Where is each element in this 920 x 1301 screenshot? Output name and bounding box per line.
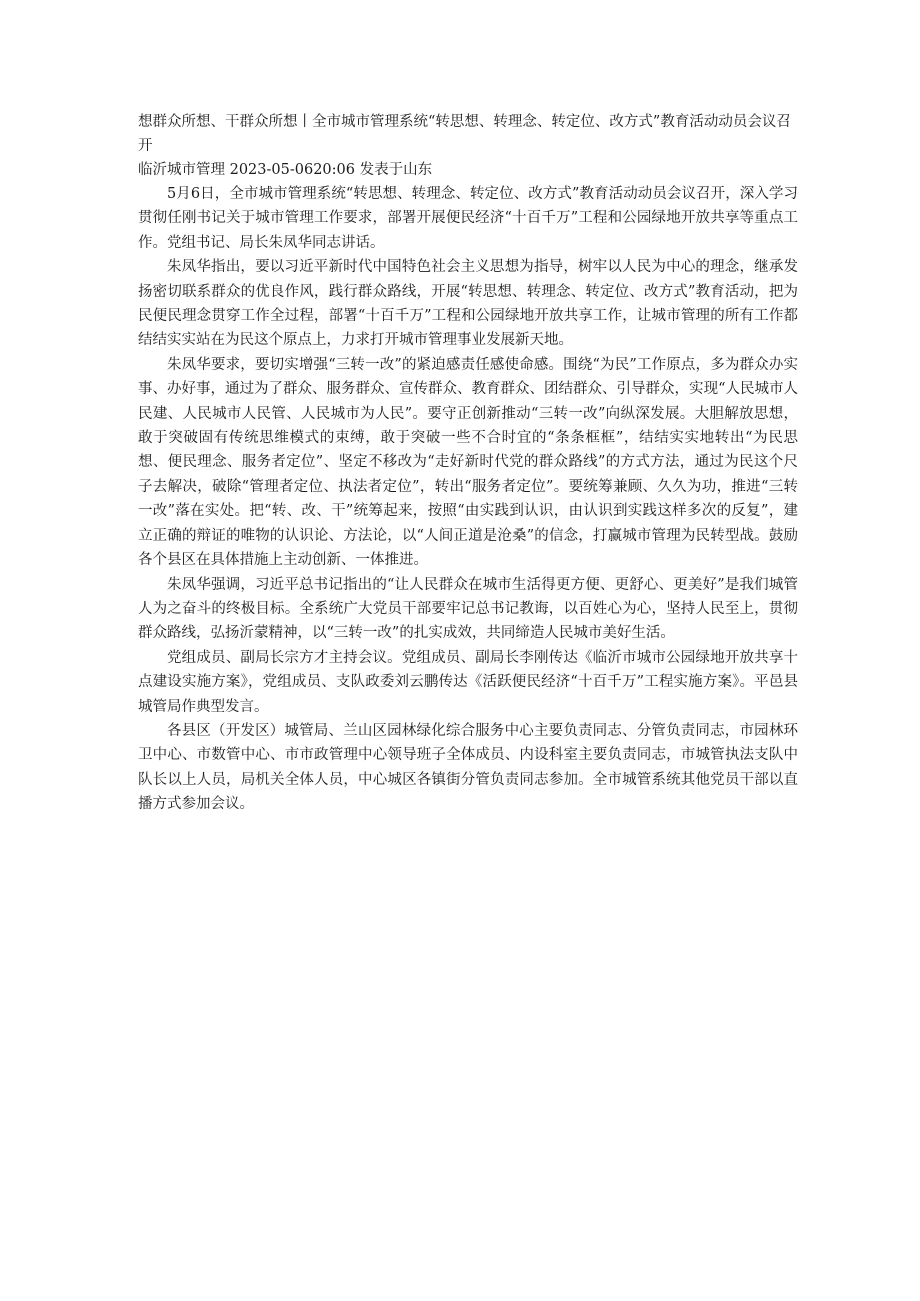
article-meta: 临沂城市管理 2023-05-0620:06 发表于山东 [138, 162, 433, 178]
article-body [138, 182, 798, 817]
article [138, 110, 798, 817]
paragraph: 5月6日，全市城市管理系统“转思想、转理念、转定位、改方式”教育活动动员会议召开，深入学习贯彻任刚书记关于城市管理工作要求，部署开展便民经济“十百千万”工程和公园绿地开放共享等重点工作。党组书记、局长朱凤华同志讲话。 [138, 186, 798, 251]
paragraph: 朱凤华指出，要以习近平新时代中国特色社会主义思想为指导，树牢以人民为中心的理念，继承发扬密切联系群众的优良作风，践行群众路线，开展“转思想、转理念、转定位、改方式”教育活动，把为民便民理念贯穿工作全过程，部署“十百千万”工程和公园绿地开放共享工作，让城市管理的所有工作都结结实实站在为民这个原点上，力求打开城市管理事业发展新天地。 [138, 259, 798, 349]
article-title: 想群众所想、干群众所想丨全市城市管理系统“转思想、转理念、转定位、改方式”教育活动动员会议召开 [138, 114, 791, 154]
paragraph: 朱凤华要求，要切实增强“三转一改”的紧迫感责任感使命感。围绕“为民”工作原点，多为群众办实事、办好事，通过为了群众、服务群众、宣传群众、教育群众、团结群众、引导群众，实现“人民城市人民建、人民城市人民管、人民城市为人民”。要守正创新推动“三转一改”向纵深发展。大胆解放思想，敢于突破固有传统思维模式的束缚，敢于突破一些不合时宜的“条条框框”，结结实实地转出“为民思想、便民理念、服务者定位”、坚定不移改为“走好新时代党的群众路线”的方式方法，通过为民这个尺子去解决，破除“管理者定位、执法者定位”，转出“服务者定位”。要统筹兼顾、久久为功，推进“三转一改”落在实处。把“转、改、干”统筹起来，按照“由实践到认识，由认识到实践这样多次的反复”，建立正确的辩证的唯物的认识论、方法论，以“人间正道是沧桑”的信念，打赢城市管理为民转型战。鼓励各个县区在具体措施上主动创新、一体推进。 [138, 356, 798, 569]
paragraph: 各县区（开发区）城管局、兰山区园林绿化综合服务中心主要负责同志、分管负责同志，市园林环卫中心、市数管中心、市市政管理中心领导班子全体成员、内设科室主要负责同志，市城管执法支队中队长以上人员，局机关全体人员，中心城区各镇街分管负责同志参加。全市城管系统其他党员干部以直播方式参加会议。 [138, 722, 798, 813]
paragraph: 朱凤华强调，习近平总书记指出的“让人民群众在城市生活得更方便、更舒心、更美好”是我们城管人为之奋斗的终极目标。全系统广大党员干部要牢记总书记教诲，以百姓心为心，坚持人民至上，贯彻群众路线，弘扬沂蒙精神，以“三转一改”的扎实成效，共同缔造人民城市美好生活。 [138, 576, 798, 642]
paragraph: 党组成员、副局长宗方才主持会议。党组成员、副局长李刚传达《临沂市城市公园绿地开放共享十点建设实施方案》，党组成员、支队政委刘云鹏传达《活跃便民经济“十百千万”工程实施方案》。平邑县城管局作典型发言。 [138, 649, 798, 715]
